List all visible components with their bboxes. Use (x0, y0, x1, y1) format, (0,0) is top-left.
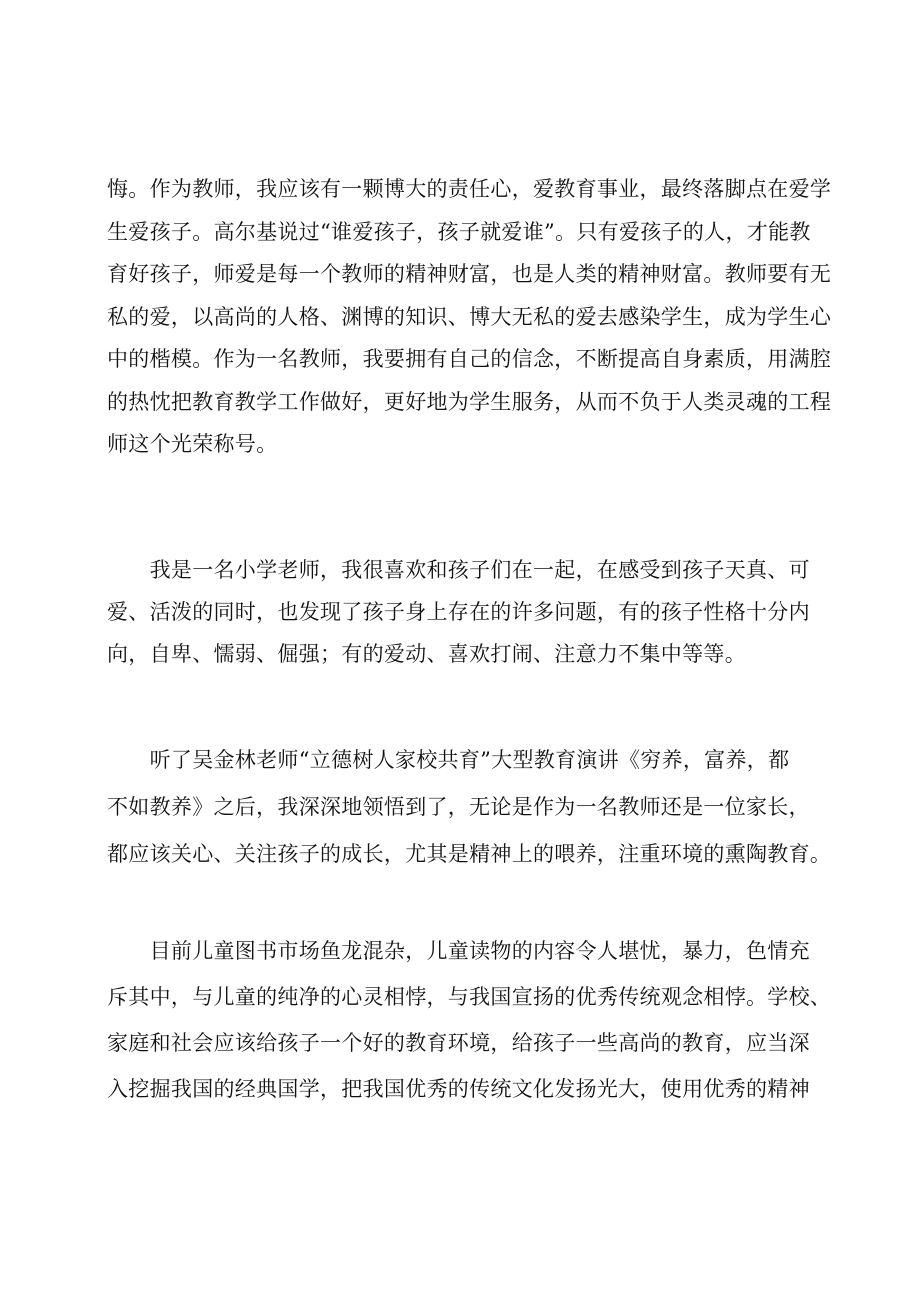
text-line: 不如教养》之后，我深深地领悟到了，无论是作为一名教师还是一位家长， (107, 795, 810, 819)
text-line: 向，自卑、懦弱、倔强；有的爱动、喜欢打闹、注意力不集中等等。 (107, 642, 746, 666)
text-line: 入挖掘我国的经典国学，把我国优秀的传统文化发扬光大，使用优秀的精神 (107, 1077, 810, 1101)
text-line: 听了吴金林老师“立德树人家校共育”大型教育演讲《穷养，富养，都 (107, 748, 790, 772)
text-line: 私的爱，以高尚的人格、渊博的知识、博大无私的爱去感染学生，成为学生心 (107, 304, 832, 329)
text-line: 的热忱把教育教学工作做好，更好地为学生服务，从而不负于人类灵魂的工程 (107, 389, 832, 414)
text-line: 生爱孩子。高尔基说过“谁爱孩子，孩子就爱谁”。只有爱孩子的人，才能教 (107, 219, 811, 244)
text-line: 斥其中，与儿童的纯净的心灵相悖，与我国宣扬的优秀传统观念相悖。学校、 (107, 985, 832, 1009)
text-line: 悔。作为教师，我应该有一颗博大的责任心，爱教育事业，最终落脚点在爱学 (107, 177, 832, 201)
paragraph-teacher-love (107, 168, 832, 466)
text-line: 都应该关心、关注孩子的成长，尤其是精神上的喂养，注重环境的熏陶教育。 (107, 842, 832, 866)
text-line: 目前儿童图书市场鱼龙混杂，儿童读物的内容令人堪忧，暴力，色情充 (107, 939, 810, 963)
paragraph-children-books (107, 928, 832, 1112)
text-line: 师这个光荣称号。 (107, 432, 278, 456)
text-line: 我是一名小学老师，我很喜欢和孩子们在一起，在感受到孩子天真、可 (107, 558, 810, 582)
text-line: 育好孩子，师爱是每一个教师的精神财富，也是人类的精神财富。教师要有无 (107, 262, 832, 286)
paragraph-primary-teacher (107, 549, 827, 675)
text-line: 爱、活泼的同时，也发现了孩子身上存在的许多问题，有的孩子性格十分内 (107, 600, 810, 624)
text-line: 中的楷模。作为一名教师，我要拥有自己的信念，不断提高自身素质，用满腔 (107, 347, 832, 371)
paragraph-lecture (107, 737, 832, 878)
text-line: 家庭和社会应该给孩子一个好的教育环境，给孩子一些高尚的教育，应当深 (107, 1031, 810, 1055)
